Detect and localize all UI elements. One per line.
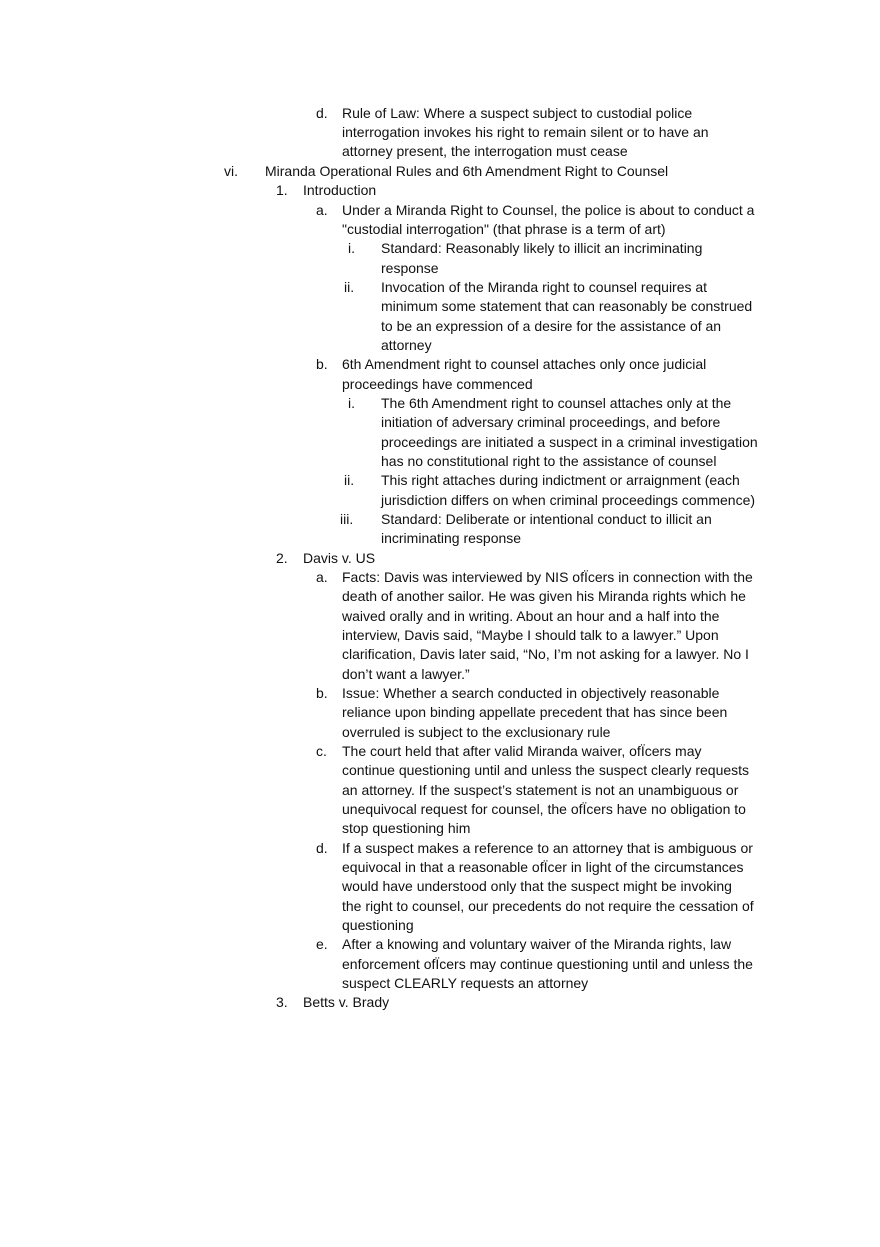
outline-text: Under a Miranda Right to Counsel, the police is about to conduct a	[342, 202, 755, 218]
outline-text: to be an expression of a desire for the assistance of an	[381, 318, 722, 334]
outline-text: proceedings are initiated a suspect in a criminal investigation	[381, 434, 758, 450]
outline-text: would have understood only that the suspect might be invoking	[342, 878, 732, 894]
outline-text: minimum some statement that can reasonably be construed	[381, 298, 753, 314]
outline-text: Issue: Whether a search conducted in objectively reasonable	[342, 685, 720, 701]
outline-text: The 6th Amendment right to counsel attaches only at the	[381, 395, 732, 411]
outline-text: suspect CLEARLY requests an attorney	[342, 975, 589, 991]
outline-marker: d.	[316, 840, 328, 856]
outline-text: 6th Amendment right to counsel attaches only once judicial	[342, 356, 707, 372]
outline-text: response	[381, 260, 439, 276]
outline-heading: Introduction	[303, 182, 377, 198]
outline-text: Standard: Reasonably likely to illicit an incriminating	[381, 240, 703, 256]
outline-text: questioning	[342, 917, 414, 933]
outline-text: Invocation of the Miranda right to counsel requires at	[381, 279, 708, 295]
outline-text: incriminating response	[381, 530, 522, 546]
outline-text: overruled is subject to the exclusionary rule	[342, 724, 611, 740]
outline-marker: e.	[316, 936, 328, 952]
outline-marker: c.	[316, 743, 327, 759]
outline-marker: 2.	[276, 550, 288, 566]
outline-text: waived orally and in writing. About an hour and a half into the	[342, 608, 720, 624]
outline-marker: 1.	[276, 182, 288, 198]
outline-text: This right attaches during indictment or arraignment (each	[381, 472, 740, 488]
outline-heading: Miranda Operational Rules and 6th Amendment Right to Counsel	[265, 163, 669, 179]
outline-text: Facts: Davis was interviewed by NIS ofÏcers in connection with the	[342, 569, 753, 585]
outline-text: The court held that after valid Miranda waiver, ofÏcers may	[342, 743, 702, 759]
outline-text: the right to counsel, our precedents do not require the cessation of	[342, 898, 754, 914]
outline-text: unequivocal request for counsel, the ofÏcers have no obligation to	[342, 801, 746, 817]
outline-text: proceedings have commenced	[342, 376, 533, 392]
outline-text: clarification, Davis later said, “No, I’m not asking for a lawyer. No I	[342, 646, 749, 662]
outline-text: interview, Davis said, “Maybe I should talk to a lawyer.” Upon	[342, 627, 719, 643]
outline-marker: ii.	[344, 472, 355, 488]
outline-marker: b.	[316, 356, 328, 372]
outline-marker: iii.	[340, 511, 354, 527]
outline-text: Rule of Law: Where a suspect subject to custodial police	[342, 105, 693, 121]
outline-marker: 3.	[276, 994, 288, 1010]
outline-heading: Betts v. Brady	[303, 994, 390, 1010]
outline-marker: i.	[348, 240, 355, 256]
outline-text: stop questioning him	[342, 820, 471, 836]
outline-marker: ii.	[344, 279, 355, 295]
outline-text: attorney present, the interrogation must cease	[342, 143, 628, 159]
outline-marker: b.	[316, 685, 328, 701]
outline-text: an attorney. If the suspect’s statement is not an unambiguous or	[342, 782, 739, 798]
outline-text: don’t want a lawyer.”	[342, 666, 470, 682]
outline-text: reliance upon binding appellate precedent that has since been	[342, 704, 728, 720]
outline-marker: i.	[348, 395, 355, 411]
outline-marker: vi.	[224, 163, 238, 179]
outline-marker: d.	[316, 105, 328, 121]
outline-text: enforcement ofÏcers may continue questioning until and unless the	[342, 956, 753, 972]
outline-heading: Davis v. US	[303, 550, 376, 566]
outline-text: initiation of adversary criminal proceedings, and before	[381, 414, 721, 430]
outline-marker: a.	[316, 202, 328, 218]
outline-text: has no constitutional right to the assistance of counsel	[381, 453, 717, 469]
outline-text: equivocal in that a reasonable ofÏcer in light of the circumstances	[342, 859, 744, 875]
outline-text: "custodial interrogation" (that phrase is a term of art)	[342, 221, 666, 237]
outline-text: continue questioning until and unless the suspect clearly requests	[342, 762, 750, 778]
outline-text: Standard: Deliberate or intentional conduct to illicit an	[381, 511, 712, 527]
outline-text: If a suspect makes a reference to an attorney that is ambiguous or	[342, 840, 753, 856]
outline-text: interrogation invokes his right to remain silent or to have an	[342, 124, 709, 140]
outline-text: death of another sailor. He was given his Miranda rights which he	[342, 588, 746, 604]
outline-text: jurisdiction differs on when criminal proceedings commence)	[381, 492, 756, 508]
outline-text: attorney	[381, 337, 432, 353]
outline-marker: a.	[316, 569, 328, 585]
outline-text: After a knowing and voluntary waiver of the Miranda rights, law	[342, 936, 732, 952]
